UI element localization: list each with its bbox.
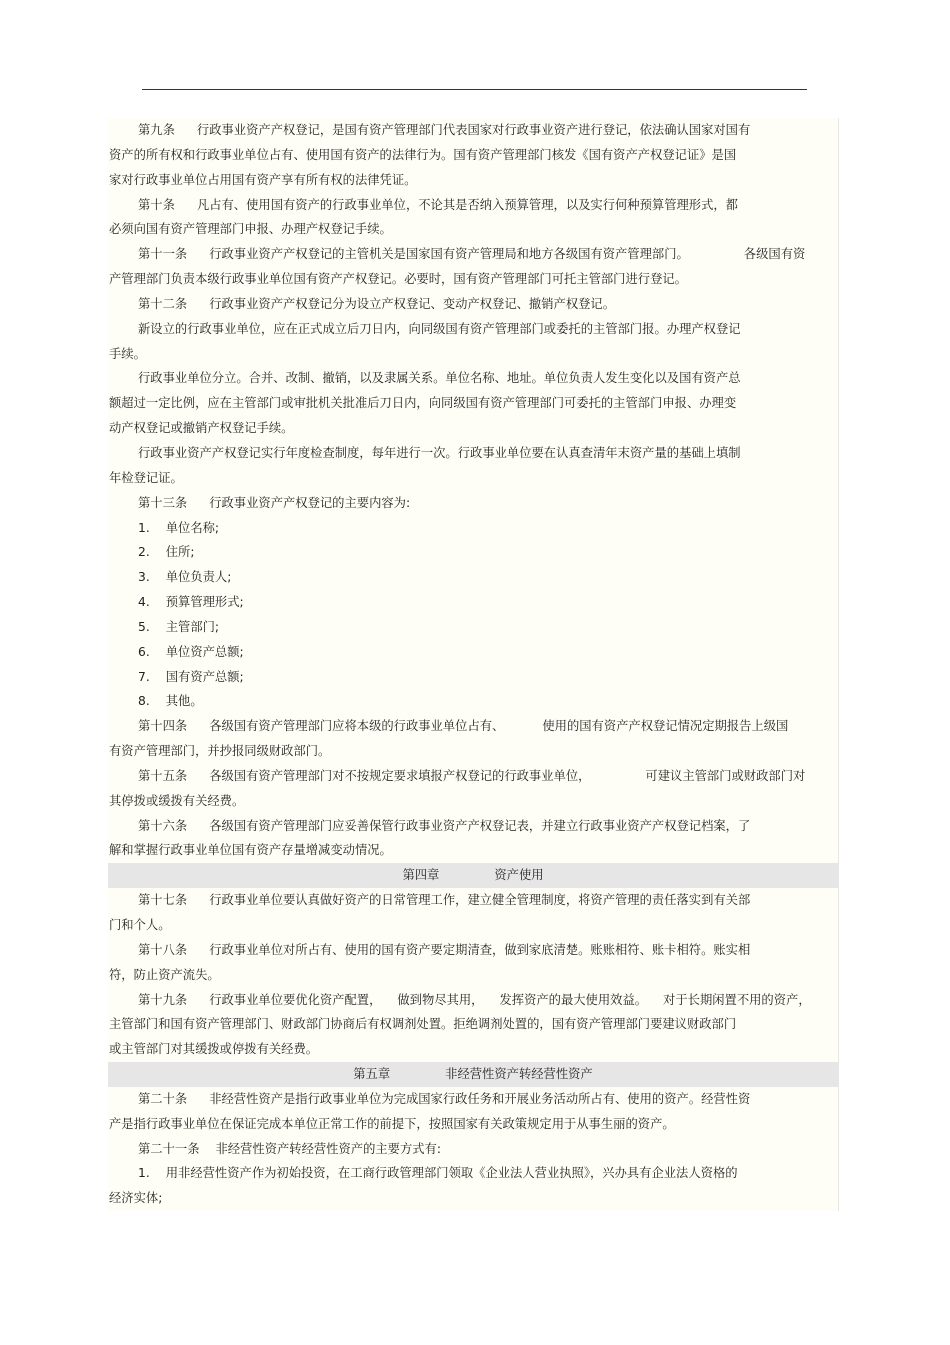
line-text: 非经营性资产转经营性资产 <box>445 1067 593 1082</box>
article-label: 第十八条 <box>138 942 188 957</box>
text-line <box>108 963 838 988</box>
text-line <box>108 913 838 938</box>
line-text: 各级国有资产管理部门对不按规定要求填报产权登记的行政事业单位， <box>209 768 591 783</box>
text-line <box>108 516 838 541</box>
text-line <box>108 441 838 466</box>
text-line <box>108 366 838 391</box>
line-text: 有资产管理部门，并抄报同级财政部门。 <box>109 744 331 759</box>
header-rule <box>142 89 807 90</box>
line-text: 资产的所有权和行政事业单位占有、使用国有资产的法律行为。国有资产管理部门核发《国有资产产权登记证》是国 <box>109 147 737 162</box>
text-line <box>108 888 838 913</box>
line-text: 使用的国有资产产权登记情况定期报告上级国 <box>542 719 789 734</box>
line-text: 行政事业单位分立。合并、改制、撤销，以及隶属关系。单位名称、地址。单位负责人发生变化以及国有资产总 <box>138 371 741 386</box>
article-label: 第十四条 <box>138 719 188 734</box>
line-text: 资产使用 <box>494 868 544 883</box>
line-text: 可建议主管部门或财政部门对 <box>645 768 806 783</box>
line-text: 行政事业资产产权登记分为设立产权登记、变动产权登记、撤销产权登记。 <box>209 296 616 311</box>
line-text: 各级国有资产管理部门应将本级的行政事业单位占有、 <box>209 719 505 734</box>
article-label: 第十一条 <box>138 247 188 262</box>
text-line <box>108 838 838 863</box>
line-text: 行政事业资产产权登记的主要内容为: <box>209 495 411 510</box>
text-line <box>108 416 838 441</box>
line-text: 经济实体; <box>109 1191 163 1206</box>
text-line <box>108 217 838 242</box>
text-line <box>108 391 838 416</box>
text-line <box>108 118 838 143</box>
line-text: 预算管理形式; <box>165 595 244 610</box>
line-text: 住所; <box>165 545 195 560</box>
line-text: 产是指行政事业单位在保证完成本单位正常工作的前提下，按照国家有关政策规定用于从事生丽的资产。 <box>109 1116 675 1131</box>
text-line <box>108 1037 838 1062</box>
article-label: 第五章 <box>353 1067 391 1082</box>
article-label: 2. <box>138 545 150 560</box>
line-text: 各级国有资产管理部门应妥善保管行政事业资产产权登记表，并建立行政事业资产产权登记档案，了 <box>209 818 751 833</box>
line-text: 符，防止资产流失。 <box>109 967 220 982</box>
text-line <box>108 1012 838 1037</box>
line-text: 单位资产总额; <box>165 644 244 659</box>
line-text: 行政事业资产产权登记的主管机关是国家国有资产管理局和地方各级国有资产管理部门。 <box>209 247 689 262</box>
line-text: 用非经营性资产作为初始投资，在工商行政管理部门领取《企业法人营业执照》，兴办具有企业法人资格的 <box>165 1166 738 1181</box>
article-label: 8. <box>138 694 150 709</box>
line-text: 手续。 <box>109 346 146 361</box>
text-line <box>108 714 838 739</box>
text-line <box>108 292 838 317</box>
text-line <box>108 466 838 491</box>
article-label: 1. <box>138 520 150 535</box>
text-line <box>108 665 838 690</box>
text-line <box>108 615 838 640</box>
line-text: 单位名称; <box>165 520 220 535</box>
line-text: 做到物尽其用， <box>397 992 484 1007</box>
line-text: 或主管部门对其缓拨或停拨有关经费。 <box>109 1042 319 1057</box>
text-line <box>108 193 838 218</box>
article-label: 第十六条 <box>138 818 188 833</box>
line-text: 单位负责人; <box>165 570 232 585</box>
article-label: 3. <box>138 570 150 585</box>
article-label: 第九条 <box>138 123 175 137</box>
text-line <box>108 491 838 516</box>
text-line <box>108 143 838 168</box>
chapter-heading <box>108 1062 838 1087</box>
text-line <box>108 317 838 342</box>
line-text: 对于长期闲置不用的资产， <box>663 992 811 1007</box>
line-text: 行政事业资产产权登记实行年度检查制度，每年进行一次。行政事业单位要在认真查清年末资产量的基础上填制 <box>138 445 741 460</box>
line-text: 主管部门; <box>165 619 220 634</box>
line-text: 非经营性资产是指行政事业单位为完成国家行政任务和开展业务活动所占有、使用的资产。经营性资 <box>209 1091 751 1106</box>
text-line <box>108 814 838 839</box>
line-text: 必须向国有资产管理部门申报、办理产权登记手续。 <box>109 222 392 237</box>
line-text: 门和个人。 <box>109 918 171 932</box>
line-text: 行政事业单位要优化资产配置， <box>209 992 382 1007</box>
text-line <box>108 689 838 714</box>
article-label: 第十三条 <box>138 495 188 510</box>
line-text: 其他。 <box>165 694 203 709</box>
article-label: 5. <box>138 619 150 634</box>
article-label: 第十条 <box>138 197 175 212</box>
text-line <box>108 640 838 665</box>
article-label: 第十五条 <box>138 768 188 783</box>
article-label: 第四章 <box>402 868 440 883</box>
article-label: 4. <box>138 595 150 610</box>
text-line <box>108 789 838 814</box>
text-line <box>108 764 838 789</box>
line-text: 主管部门和国有资产管理部门、财政部门协商后有权调剂处置。拒绝调剂处置的，国有资产管理部门要建议财政部门 <box>109 1017 737 1032</box>
line-text: 动产权登记或撤销产权登记手续。 <box>109 421 294 436</box>
line-text: 行政事业资产产权登记，是国有资产管理部门代表国家对行政事业资产进行登记，依法确认国家对国有 <box>196 123 751 137</box>
text-line <box>108 988 838 1013</box>
line-text: 凡占有、使用国有资产的行政事业单位，不论其是否纳入预算管理，以及实行何种预算管理形式，都 <box>196 197 738 212</box>
article-label: 1. <box>138 1166 150 1181</box>
document-body <box>108 118 839 1211</box>
text-line <box>108 1186 838 1211</box>
text-line <box>108 1087 838 1112</box>
line-text: 额超过一定比例，应在主管部门或审批机关批准后刀日内，向同级国有资产管理部门可委托的主管部门申报、办理变 <box>109 396 737 411</box>
line-text: 行政事业单位要认真做好资产的日常管理工作，建立健全管理制度，将资产管理的责任落实到有关部 <box>209 893 751 908</box>
line-text: 行政事业单位对所占有、使用的国有资产要定期清查，做到家底清楚。账账相符、账卡相符。账实相 <box>209 942 751 957</box>
text-line <box>108 342 838 367</box>
article-label: 第二十一条 <box>138 1141 200 1156</box>
line-text: 其停拨或缓拨有关经费。 <box>109 793 245 808</box>
article-label: 第十七条 <box>138 893 188 908</box>
line-text: 产管理部门负责本级行政事业单位国有资产产权登记。必要时，国有资产管理部门可托主管部门进行登记。 <box>109 272 687 287</box>
line-text: 年检登记证。 <box>109 470 183 485</box>
text-line <box>108 242 838 267</box>
line-text: 发挥资产的最大使用效益。 <box>499 992 648 1007</box>
text-line <box>108 168 838 193</box>
line-text: 各级国有资 <box>743 247 806 262</box>
text-line <box>108 590 838 615</box>
line-text: 国有资产总额; <box>165 669 244 684</box>
chapter-heading <box>108 863 838 888</box>
text-line <box>108 1112 838 1137</box>
line-text: 非经营性资产转经营性资产的主要方式有: <box>215 1141 441 1156</box>
text-line <box>108 938 838 963</box>
text-line <box>108 565 838 590</box>
line-text: 新设立的行政事业单位，应在正式成立后刀日内，向同级国有资产管理部门或委托的主管部门报。办理产权登记 <box>138 321 741 336</box>
text-line <box>108 1137 838 1162</box>
line-text: 解和掌握行政事业单位国有资产存量增减变动情况。 <box>109 843 392 858</box>
text-line <box>108 739 838 764</box>
article-label: 第十二条 <box>138 296 188 311</box>
text-line <box>108 540 838 565</box>
article-label: 第二十条 <box>138 1091 188 1106</box>
text-line <box>108 1161 838 1186</box>
text-line <box>108 267 838 292</box>
article-label: 6. <box>138 644 150 659</box>
article-label: 第十九条 <box>138 992 188 1007</box>
article-label: 7. <box>138 669 150 684</box>
line-text: 家对行政事业单位占用国有资产享有所有权的法律凭证。 <box>109 172 417 187</box>
